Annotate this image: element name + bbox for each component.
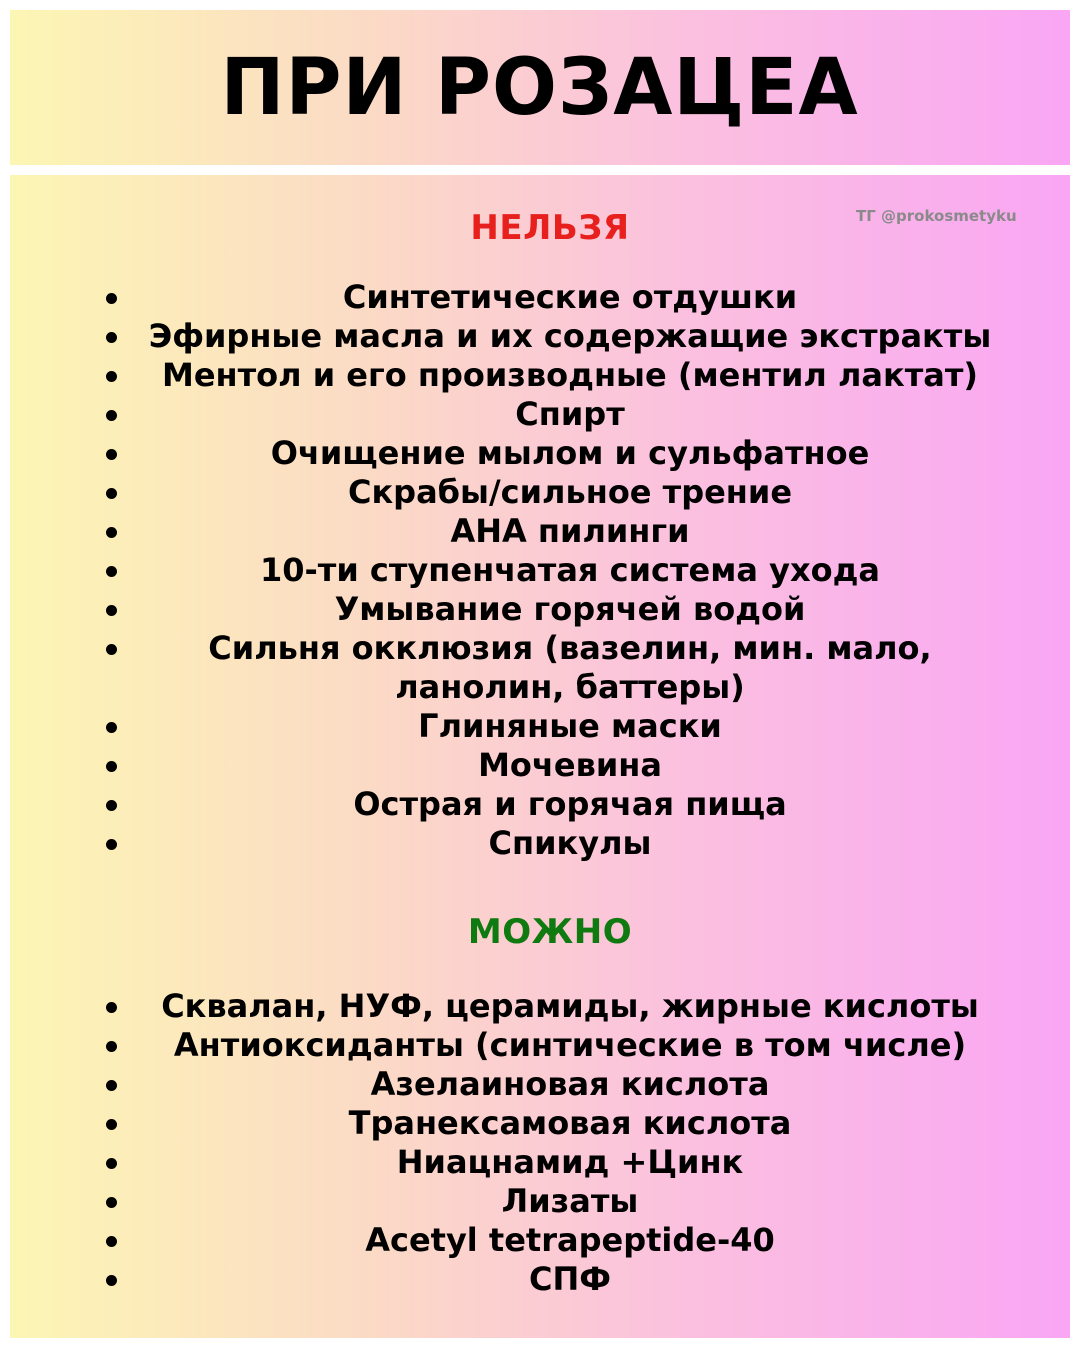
bullet-icon xyxy=(106,1041,117,1052)
list-item: СПФ xyxy=(10,1260,1070,1299)
bullet-icon xyxy=(106,566,117,577)
list-item: Синтетические отдушки xyxy=(10,278,1070,317)
section-title-allowed: МОЖНО xyxy=(467,912,633,952)
bullet-icon xyxy=(106,293,117,304)
bullet-icon xyxy=(106,1158,117,1169)
list-item: Acetyl tetrapeptide-40 xyxy=(10,1221,1070,1260)
bullet-icon xyxy=(106,761,117,772)
list-item: Глиняные маски xyxy=(10,707,1070,746)
bullet-icon xyxy=(106,644,117,655)
list-item: Спикулы xyxy=(10,824,1070,863)
list-item: Транексамовая кислота xyxy=(10,1104,1070,1143)
list-item: Ниацнамид +Цинк xyxy=(10,1143,1070,1182)
bullet-icon xyxy=(106,449,117,460)
bullet-icon xyxy=(106,1275,117,1286)
list-item: Очищение мылом и сульфатное xyxy=(10,434,1070,473)
bullet-icon xyxy=(106,1236,117,1247)
list-item: 10-ти ступенчатая система ухода xyxy=(10,551,1070,590)
bullet-icon xyxy=(106,488,117,499)
bullet-icon xyxy=(106,1002,117,1013)
forbidden-list xyxy=(10,278,1070,863)
bullet-icon xyxy=(106,1080,117,1091)
list-item: Сильня окклюзия (вазелин, мин. мало, ланолин, баттеры) xyxy=(10,629,1070,707)
list-item: АНА пилинги xyxy=(10,512,1070,551)
bullet-icon xyxy=(106,839,117,850)
bullet-icon xyxy=(106,410,117,421)
bullet-icon xyxy=(106,527,117,538)
bullet-icon xyxy=(106,1119,117,1130)
list-item: Эфирные масла и их содержащие экстракты xyxy=(10,317,1070,356)
page-title: ПРИ РОЗАЦЕА xyxy=(220,42,860,133)
list-item: Лизаты xyxy=(10,1182,1070,1221)
telegram-watermark: ТГ @prokosmetyku xyxy=(856,207,1017,225)
allowed-list xyxy=(10,987,1070,1299)
list-item: Сквалан, НУФ, церамиды, жирные кислоты xyxy=(10,987,1070,1026)
list-item: Мочевина xyxy=(10,746,1070,785)
header-banner xyxy=(10,10,1070,165)
bullet-icon xyxy=(106,605,117,616)
content-panel xyxy=(10,175,1070,1338)
bullet-icon xyxy=(106,800,117,811)
list-item: Антиоксиданты (синтические в том числе) xyxy=(10,1026,1070,1065)
list-item: Азелаиновая кислота xyxy=(10,1065,1070,1104)
bullet-icon xyxy=(106,722,117,733)
list-item: Острая и горячая пища xyxy=(10,785,1070,824)
list-item: Спирт xyxy=(10,395,1070,434)
bullet-icon xyxy=(106,371,117,382)
section-title-forbidden: НЕЛЬЗЯ xyxy=(470,208,630,248)
list-item: Ментол и его производные (ментил лактат) xyxy=(10,356,1070,395)
list-item: Умывание горячей водой xyxy=(10,590,1070,629)
list-item: Скрабы/сильное трение xyxy=(10,473,1070,512)
bullet-icon xyxy=(106,1197,117,1208)
bullet-icon xyxy=(106,332,117,343)
